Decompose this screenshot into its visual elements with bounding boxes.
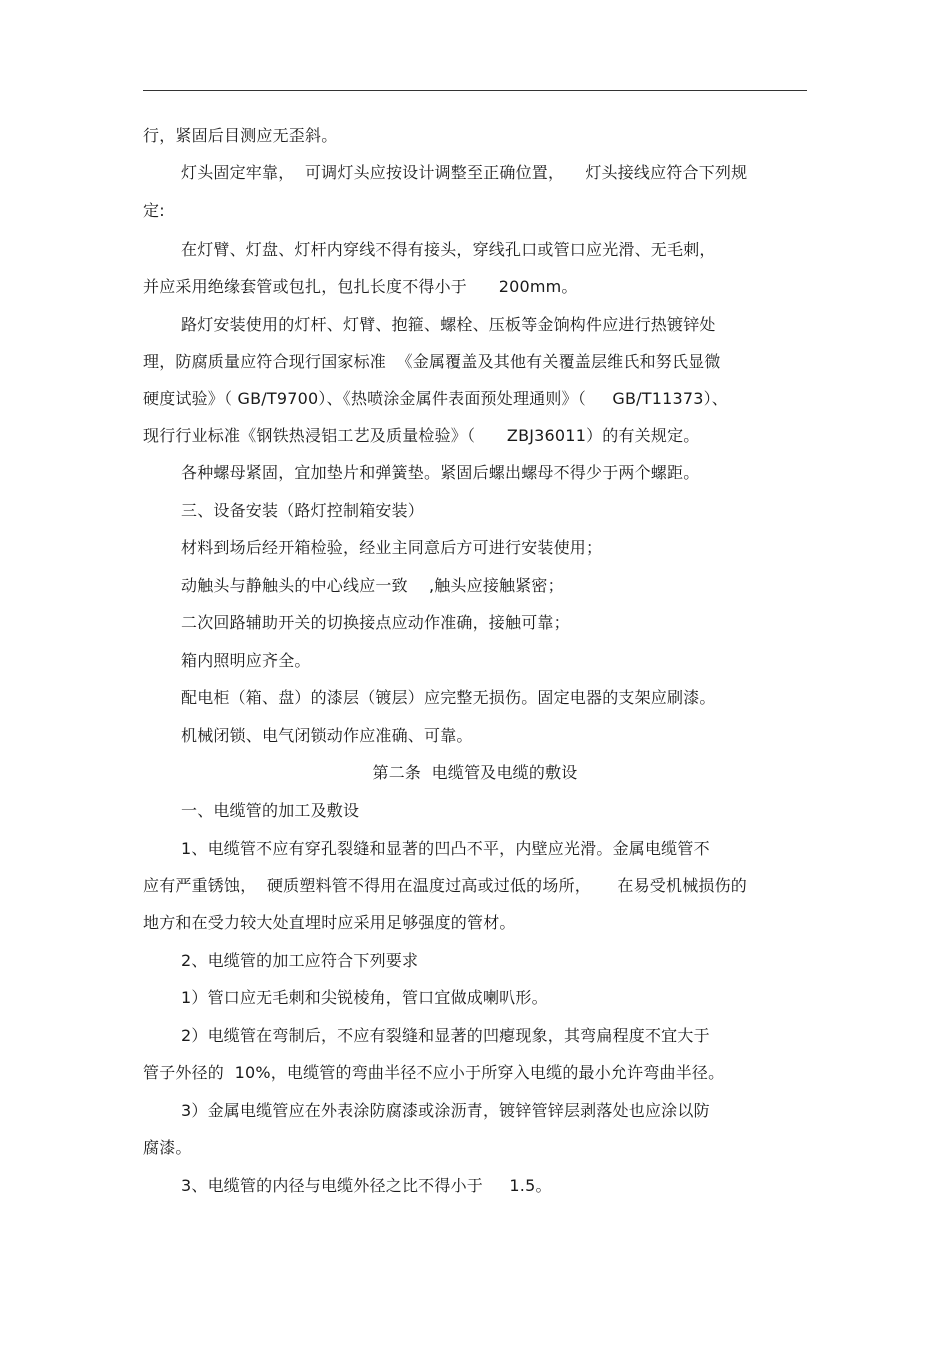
text-line: 二次回路辅助开关的切换接点应动作准确，接触可靠； [181, 613, 570, 632]
text-line: 3、电缆管的内径与电缆外径之比不得小于 1.5。 [181, 1176, 552, 1195]
text-line: 1）管口应无毛刺和尖锐棱角，管口宜做成喇叭形。 [181, 988, 548, 1007]
text-line: 箱内照明应齐全。 [181, 651, 311, 670]
text-line: 路灯安装使用的灯杆、灯臂、抱箍、螺栓、压板等金饷构件应进行热镀锌处 [181, 315, 716, 334]
header-rule [143, 90, 807, 91]
text-line: 机械闭锁、电气闭锁动作应准确、可靠。 [181, 726, 473, 745]
text-line: 1、电缆管不应有穿孔裂缝和显著的凹凸不平，内壁应光滑。金属电缆管不 [181, 839, 710, 858]
text-line: 2、电缆管的加工应符合下列要求 [181, 951, 419, 970]
text-line: 行，紧固后目测应无歪斜。 [143, 126, 338, 145]
text-line: 灯头固定牢靠， 可调灯头应按设计调整至正确位置， 灯头接线应符合下列规 [181, 163, 748, 182]
text-line: 理，防腐质量应符合现行国家标准 《金属覆盖及其他有关覆盖层维氏和努氏显微 [143, 352, 721, 371]
text-line: 应有严重锈蚀， 硬质塑料管不得用在温度过高或过低的场所， 在易受机械损伤的 [143, 876, 748, 895]
text-line: 材料到场后经开箱检验，经业主同意后方可进行安装使用； [181, 538, 603, 557]
text-line: 现行行业标准《钢铁热浸铝工艺及质量检验》（ ZBJ36011）的有关规定。 [143, 426, 700, 445]
article-title: 第二条 电缆管及电缆的敷设 [372, 763, 578, 782]
text-line: 配电柜（箱、盘）的漆层（镀层）应完整无损伤。固定电器的支架应刷漆。 [181, 688, 716, 707]
text-line: 地方和在受力较大处直埋时应采用足够强度的管材。 [143, 913, 516, 932]
text-line: 2）电缆管在弯制后，不应有裂缝和显著的凹瘪现象，其弯扁程度不宜大于 [181, 1026, 710, 1045]
text-line: 动触头与静触头的中心线应一致 ,触头应接触紧密； [181, 576, 564, 595]
section-heading: 一、电缆管的加工及敷设 [181, 801, 360, 820]
text-line: 并应采用绝缘套管或包扎，包扎长度不得小于 200mm。 [143, 277, 578, 296]
text-line: 管子外径的 10%，电缆管的弯曲半径不应小于所穿入电缆的最小允许弯曲半径。 [143, 1063, 725, 1082]
text-line: 在灯臂、灯盘、灯杆内穿线不得有接头，穿线孔口或管口应光滑、无毛刺， [181, 240, 716, 259]
text-line: 硬度试验》（ GB/T9700）、《热喷涂金属件表面预处理通则》（ GB/T11373）、 [143, 389, 729, 408]
text-line: 腐漆。 [143, 1138, 192, 1157]
text-line: 各种螺母紧固，宜加垫片和弹簧垫。紧固后螺出螺母不得少于两个螺距。 [181, 463, 700, 482]
text-line: 定: [143, 201, 165, 220]
section-heading: 三、设备安装（路灯控制箱安装） [181, 501, 425, 520]
text-line: 3）金属电缆管应在外表涂防腐漆或涂沥青，镀锌管锌层剥落处也应涂以防 [181, 1101, 710, 1120]
